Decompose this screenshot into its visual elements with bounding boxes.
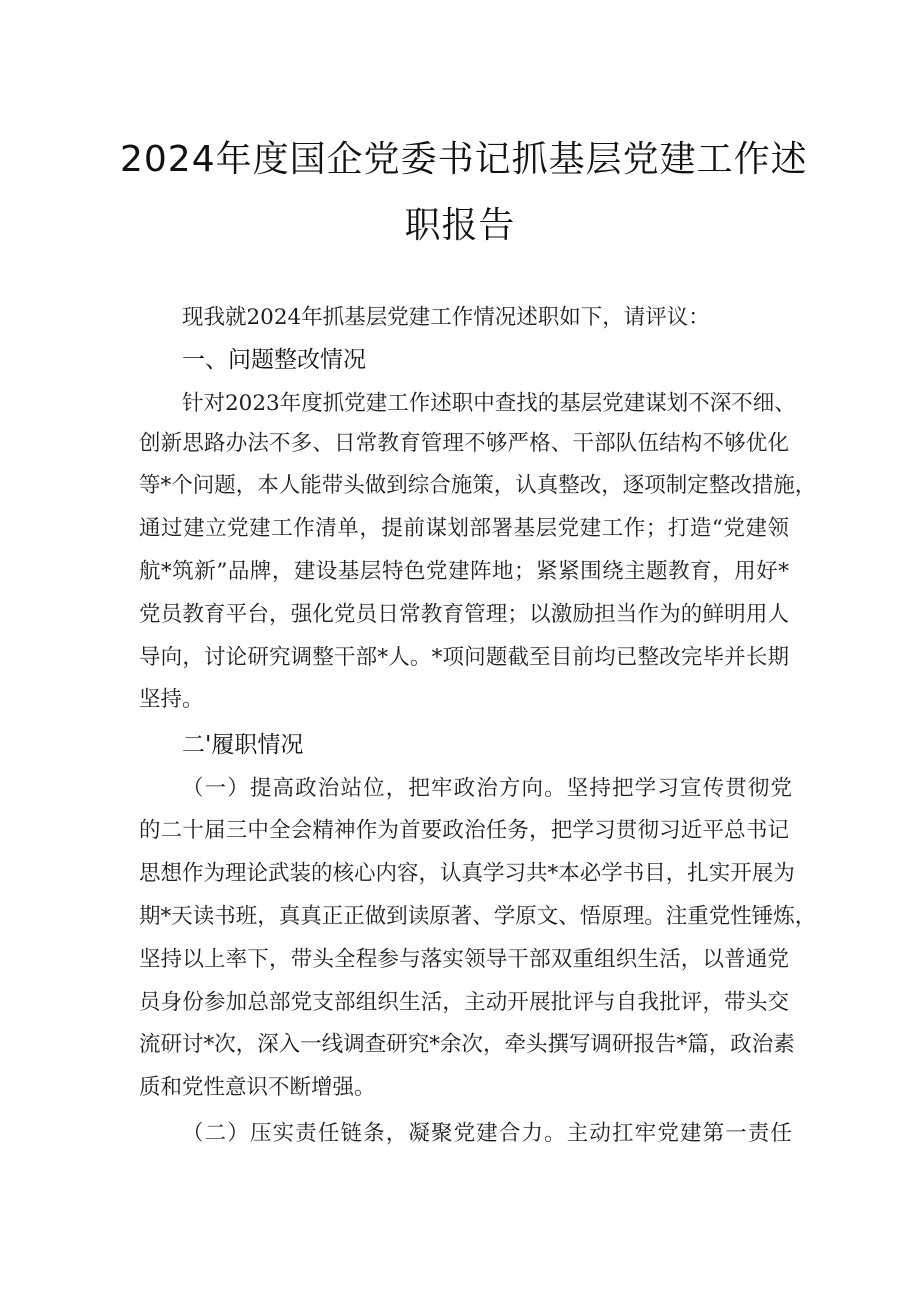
section-1-heading: 一、问题整改情况 [182,347,366,373]
section-2-line: 流研讨*次，深入一线调查研究*余次，牵头撰写调研报告*篇，政治素 [139,1032,795,1057]
section-1-line: 坚持。 [139,687,204,712]
section-1-line: 导向，讨论研究调整干部*人。*项问题截至目前均已整改完毕并长期 [139,645,789,670]
section-1-line: 党员教育平台，强化党员日常教育管理；以激励担当作为的鲜明用人 [139,602,789,627]
section-2-line: 的二十届三中全会精神作为首要政治任务，把学习贯彻习近平总书记 [139,818,789,843]
document-title-line-1: 2024年度国企党委书记抓基层党建工作述 [120,139,808,180]
section-2-line: （一）提高政治站位，把牢政治方向。坚持把学习宣传贯彻党 [182,776,792,801]
section-1-line: 等*个问题，本人能带头做到综合施策，认真整改，逐项制定整改措施， [139,473,817,498]
section-2-line: 思想作为理论武装的核心内容，认真学习共*本必学书目，扎实开展为 [139,861,795,886]
section-2-line: 坚持以上率下，带头全程参与落实领导干部双重组织生活，以普通党 [139,947,789,972]
section-2-line: （二）压实责任链条，凝聚党建合力。主动扛牢党建第一责任 [182,1121,792,1146]
intro-paragraph: 现我就2024年抓基层党建工作情况述职如下，请评议： [182,305,710,330]
section-2-line: 员身份参加总部党支部组织生活，主动开展批评与自我批评，带头交 [139,990,789,1015]
section-2-heading: 二'履职情况 [182,732,304,758]
section-2-line: 质和党性意识不断增强。 [139,1075,376,1100]
document-title-line-2: 职报告 [404,205,516,246]
section-1-line: 通过建立党建工作清单，提前谋划部署基层党建工作；打造“党建领 [139,516,789,541]
section-1-line: 航*筑新”品牌，建设基层特色党建阵地；紧紧围绕主题教育，用好* [139,559,789,584]
section-1-line: 针对2023年度抓党建工作述职中查找的基层党建谋划不深不细、 [182,391,796,416]
section-2-line: 期*天读书班，真真正正做到读原著、学原文、悟原理。注重党性锤炼， [139,904,817,929]
section-1-line: 创新思路办法不多、日常教育管理不够严格、干部队伍结构不够优化 [139,431,789,456]
